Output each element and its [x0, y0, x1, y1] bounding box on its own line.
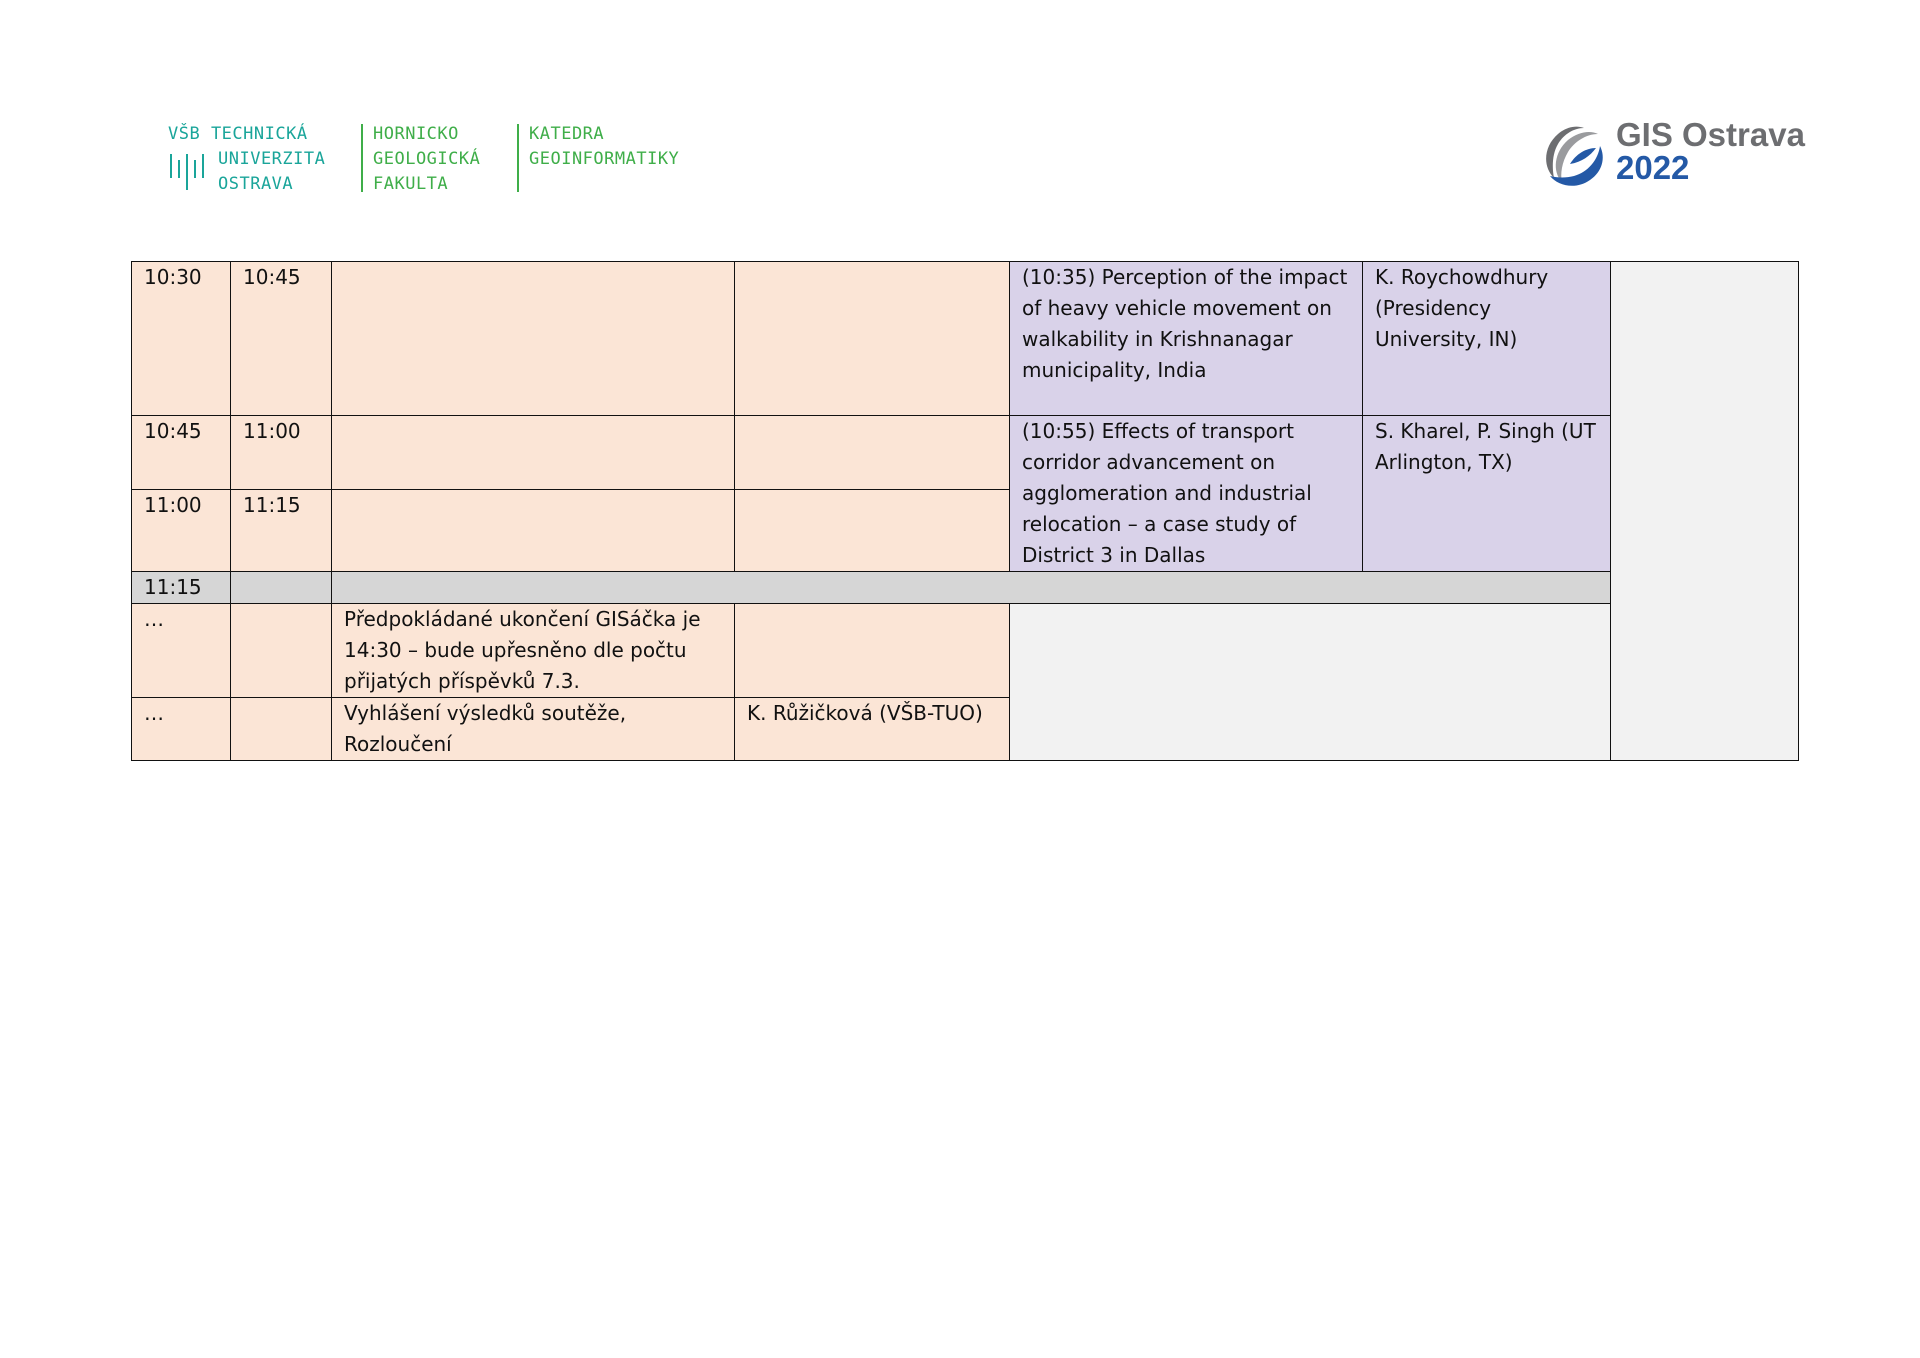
vsb-bars-icon [168, 152, 208, 192]
logo-divider [517, 124, 519, 192]
empty-cell [332, 262, 735, 416]
gis-year: 2022 [1616, 149, 1690, 186]
table-row [132, 604, 1799, 698]
department-line-2: GEOINFORMATIKY [529, 149, 680, 169]
end-time: 10:45 [231, 262, 332, 416]
faculty-line-3: FAKULTA [373, 174, 449, 194]
table-row [132, 262, 1799, 416]
faculty-line-2: GEOLOGICKÁ [373, 149, 481, 169]
faculty-name [373, 122, 480, 197]
talk-author: S. Kharel, P. Singh (UT Arlington, TX) [1363, 416, 1611, 572]
gis-title: GIS Ostrava [1616, 116, 1805, 153]
table-row [132, 572, 1799, 604]
gis-ostrava-logo [1540, 116, 1805, 190]
empty-cell [231, 604, 332, 698]
empty-cell [735, 490, 1010, 572]
faculty-line-1: HORNICKO [373, 124, 459, 144]
table-row [132, 416, 1799, 490]
session-author: K. Růžičková (VŠB-TUO) [735, 698, 1010, 761]
department-name [529, 122, 679, 172]
session-title: Předpokládané ukončení GISáčka je 14:30 – bude upřesněno dle počtu přijatých příspěvků 7.3. [332, 604, 735, 698]
empty-cell [332, 416, 735, 490]
department-line-1: KATEDRA [529, 124, 605, 144]
empty-cell [735, 604, 1010, 698]
talk-title: (10:35) Perception of the impact of heavy vehicle movement on walkability in Krishnanagar municipality, India [1010, 262, 1363, 416]
schedule-table [131, 261, 1799, 761]
empty-cell [231, 572, 332, 604]
session-title: Vyhlášení výsledků soutěže, Rozloučení [332, 698, 735, 761]
start-time: 11:00 [132, 490, 231, 572]
end-time: 11:15 [231, 490, 332, 572]
empty-cell [735, 416, 1010, 490]
empty-cell [1611, 262, 1799, 761]
empty-cell [332, 490, 735, 572]
vsb-line-3: OSTRAVA [218, 174, 294, 194]
empty-cell [735, 262, 1010, 416]
empty-cell [231, 698, 332, 761]
start-time: 10:45 [132, 416, 231, 490]
vsb-line-2: UNIVERZITA [218, 149, 326, 169]
start-time: … [132, 698, 231, 761]
globe-swoosh-icon [1540, 116, 1610, 190]
vsb-line-1: VŠB TECHNICKÁ [168, 124, 308, 144]
start-time: 10:30 [132, 262, 231, 416]
empty-cell [1010, 604, 1611, 761]
start-time: 11:15 [132, 572, 231, 604]
talk-author: K. Roychowdhury (Presidency University, IN) [1363, 262, 1611, 416]
start-time: … [132, 604, 231, 698]
talk-title: (10:55) Effects of transport corridor advancement on agglomeration and industrial relocation – a case study of District 3 in Dallas [1010, 416, 1363, 572]
end-time: 11:00 [231, 416, 332, 490]
break-bar [332, 572, 1611, 604]
logo-divider [361, 124, 363, 192]
